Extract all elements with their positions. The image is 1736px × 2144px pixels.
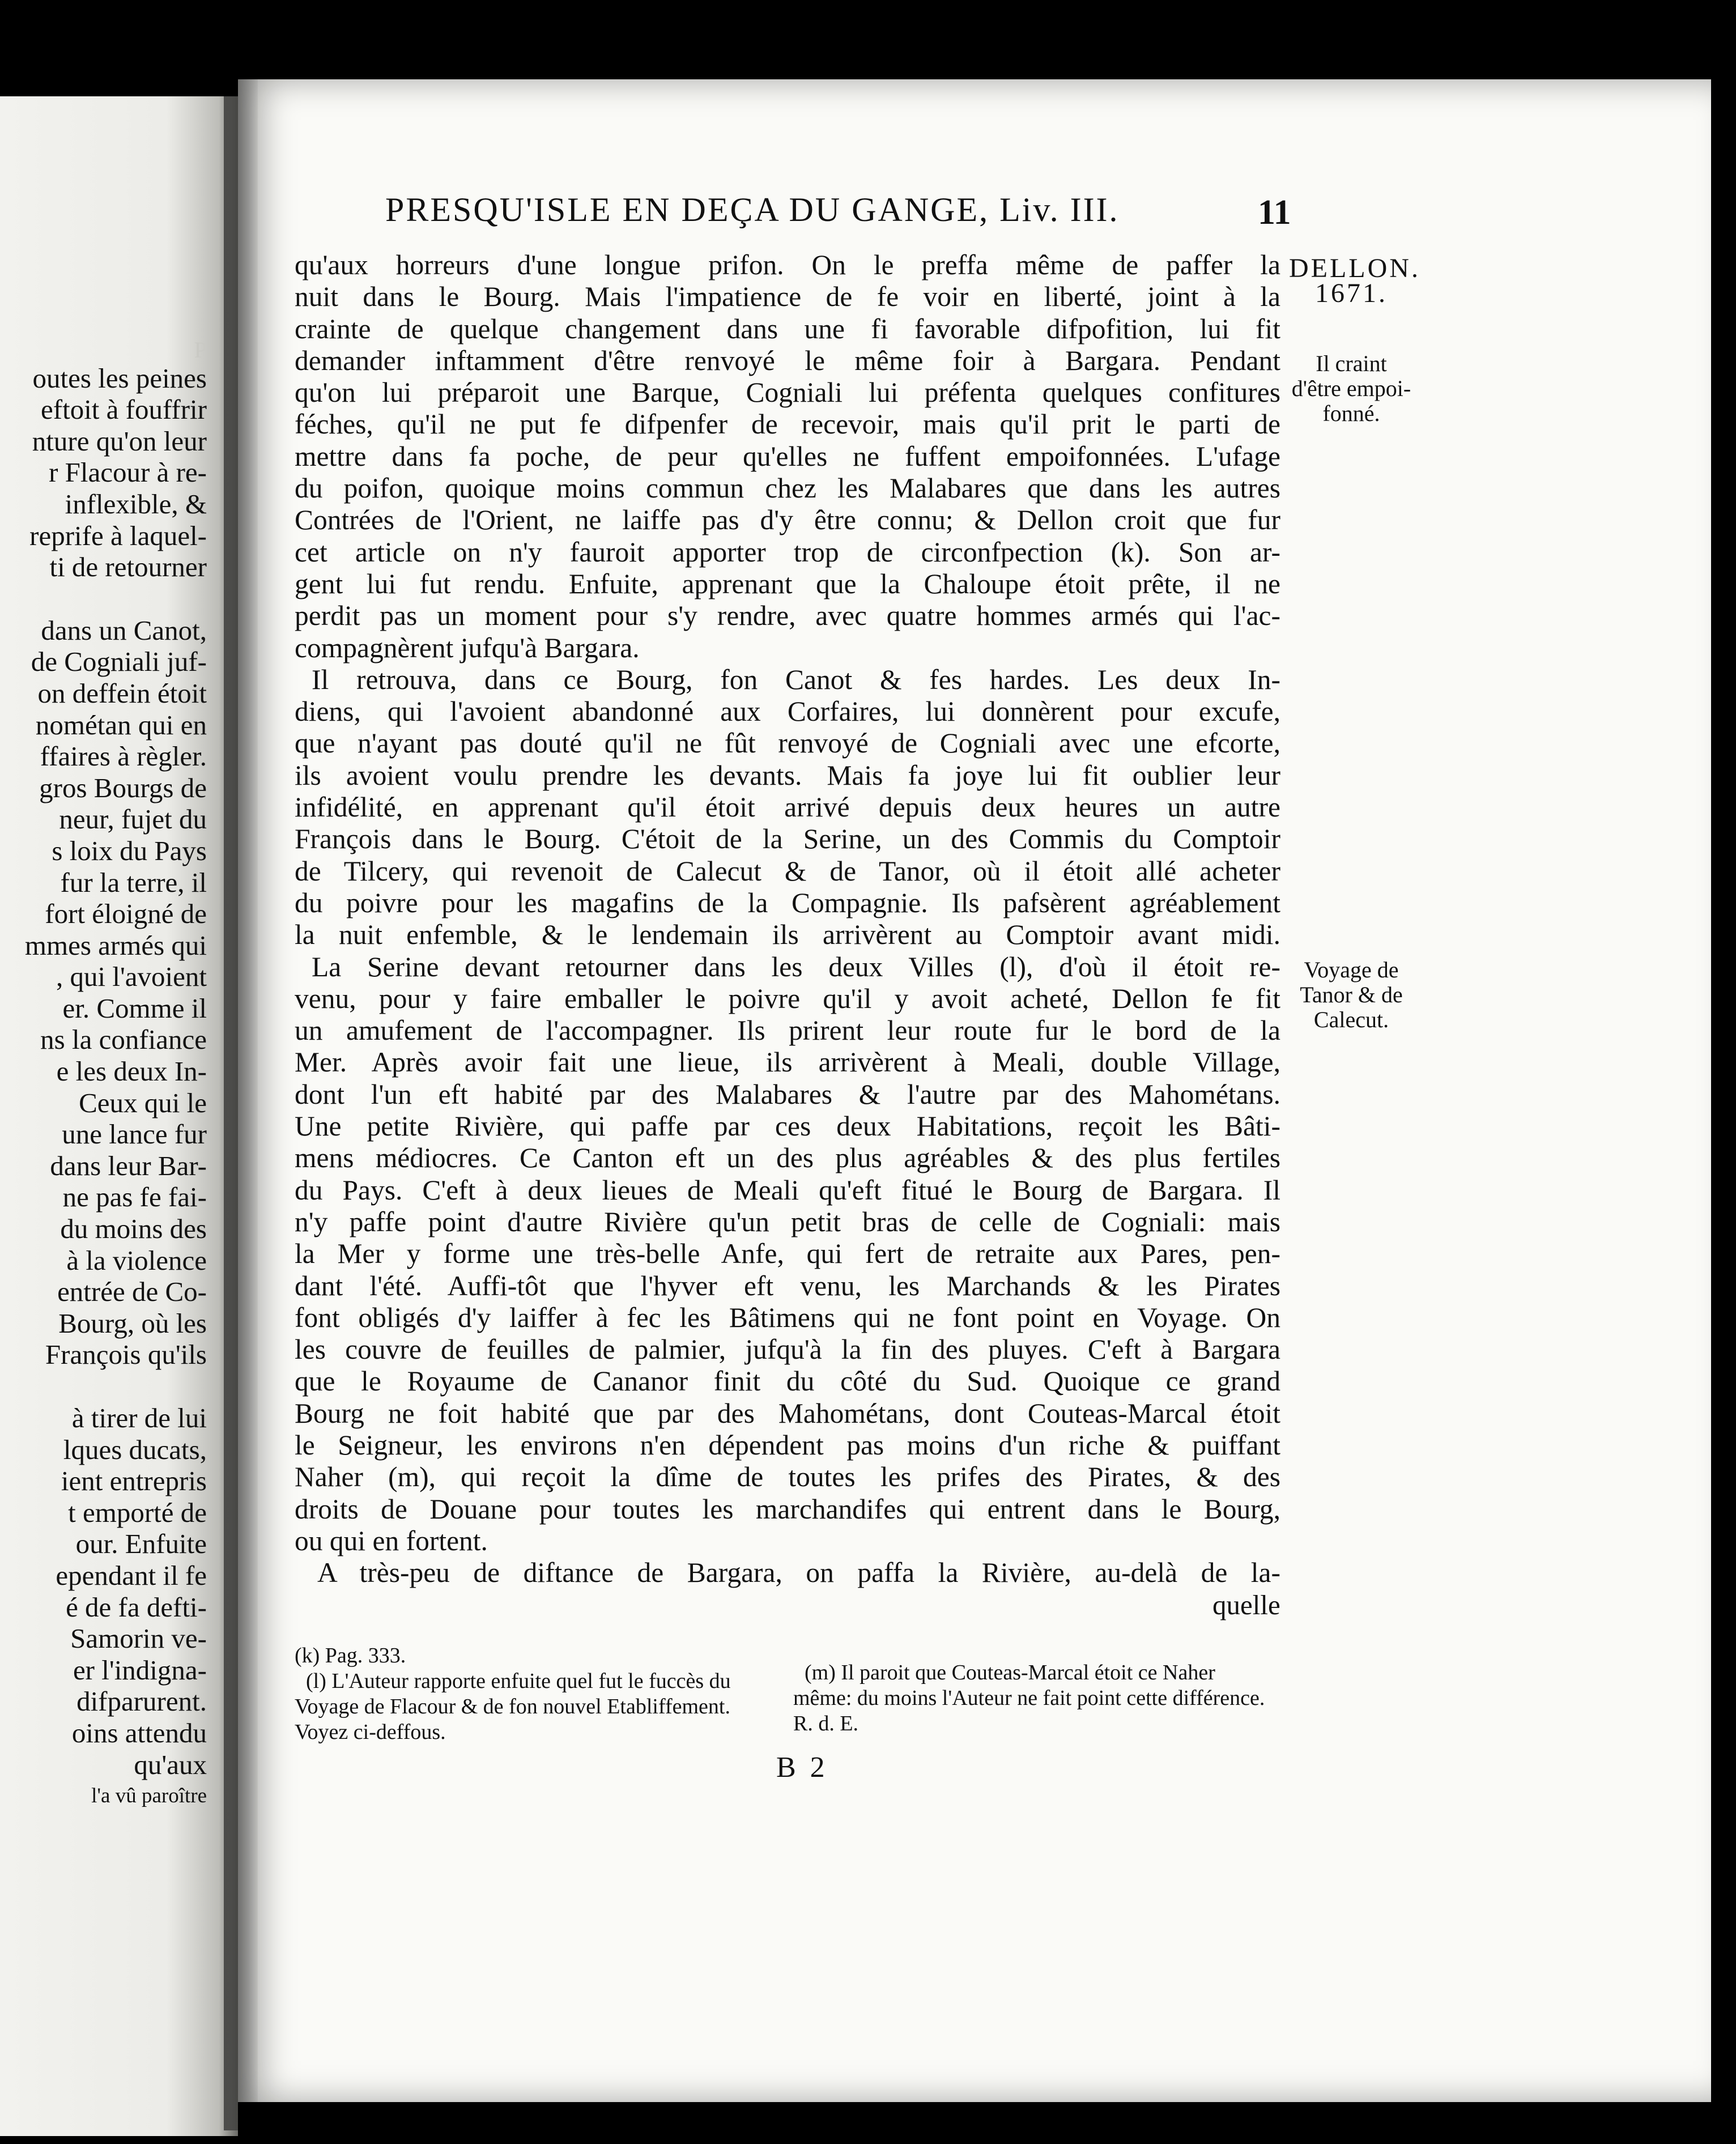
left-text-line: à la violence — [66, 1244, 207, 1276]
left-text-line: une lance fur — [62, 1118, 207, 1150]
text-line: féches, qu'il ne put fe difpenfer de recevoir, mais qu'il prit le parti de — [295, 409, 1280, 440]
text-line: n'y paffe point d'autre Rivière qu'un petit bras de celle de Cogniali: mais — [295, 1206, 1280, 1237]
left-text-line: dans un Canot, — [41, 614, 207, 646]
text-line: dant l'été. Auffi-tôt que l'hyver eft venu, les Marchands & les Pirates — [295, 1270, 1280, 1301]
left-text-line: ti de retourner — [49, 551, 207, 583]
left-text-line: er. Comme il — [62, 992, 207, 1024]
left-text-line: inflexible, & — [65, 488, 207, 520]
text-line: mens médiocres. Ce Canton eft un des plus agréables & des plus fertiles — [295, 1142, 1280, 1174]
text-line: ou qui en fortent. — [295, 1525, 488, 1556]
page-number: 11 — [1258, 193, 1291, 232]
left-text-line: é de fa defti- — [66, 1591, 207, 1623]
text-line: infidélité, en apprenant qu'il étoit arrivé depuis deux heures un autre — [295, 792, 1280, 823]
text-line: les couvre de feuilles de palmier, jufqu'à la fin des pluyes. C'eft à Bargara — [295, 1334, 1280, 1365]
left-text-line: outes les peines — [32, 362, 207, 394]
margin-author-year — [1289, 253, 1420, 308]
left-text-line: r Flacour à re- — [49, 457, 207, 488]
left-text-line: ependant il fe — [56, 1559, 207, 1591]
left-text-line: s loix du Pays — [52, 835, 207, 866]
left-text-line: de Cogniali juf- — [31, 646, 207, 678]
text-line: cet article on n'y fauroit apporter trop de circonfpection (k). Son ar- — [295, 536, 1280, 568]
text-line: Contrées de l'Orient, ne laiffe pas d'y être connu; & Dellon croit que fur — [295, 504, 1280, 536]
catchword: quelle — [1212, 1589, 1280, 1620]
left-text-line: e les deux In- — [56, 1056, 207, 1087]
left-text-line: nture qu'on leur — [32, 425, 207, 457]
margin-note-line: Tanor & de — [1300, 982, 1403, 1007]
text-line: du Pays. C'eft à deux lieues de Meali qu'eft fitué le Bourg de Bargara. Il — [295, 1174, 1280, 1206]
left-text-line: François qu'ils — [45, 1339, 207, 1371]
signature-mark: B 2 — [776, 1751, 828, 1784]
line-gap — [0, 1371, 207, 1402]
left-page — [0, 96, 238, 2136]
left-text-line: Ceux qui le — [79, 1087, 207, 1118]
margin-note-voyage — [1289, 958, 1414, 1032]
left-text-line: du moins des — [60, 1213, 207, 1245]
text-line: demander inftamment d'être renvoyé le même foir à Bargara. Pendant — [295, 344, 1280, 376]
text-line: venu, pour y faire emballer le poivre qu'il y avoit acheté, Dellon fe fit — [295, 982, 1280, 1014]
book-gutter — [224, 79, 258, 2130]
margin-note-line: Voyage de — [1304, 957, 1399, 982]
text-line: la Mer y forme une très-belle Anfe, qui fert de retraite aux Pares, pen- — [295, 1238, 1280, 1270]
left-text-line: , qui l'avoient — [56, 961, 207, 993]
text-line: qu'aux horreurs d'une longue prifon. On le preffa même de paffer la — [295, 249, 1280, 280]
margin-note-line: Il craint — [1316, 351, 1387, 376]
footnote-l: (l) L'Auteur rapporte enfuite quel fut le fuccès du Voyage de Flacour & de fon nouvel Etabliffement. Voyez ci-deffous. — [295, 1669, 731, 1744]
left-text-line: fur la terre, il — [60, 866, 207, 898]
left-text-line: ffaires à règler. — [40, 741, 207, 772]
text-line: nuit dans le Bourg. Mais l'impatience de fe voir en liberté, joint à la — [295, 281, 1280, 313]
text-line: un amufement de l'accompagner. Ils prirent leur route fur le bord de la — [295, 1015, 1280, 1047]
left-text-line: à tirer de lui — [71, 1402, 207, 1433]
left-text-line: difparurent. — [76, 1686, 207, 1717]
text-line: que le Royaume de Cananor finit du côté du Sud. Quoique ce grand — [295, 1365, 1280, 1397]
text-line: compagnèrent jufqu'à Bargara. — [295, 632, 640, 663]
margin-note-line: fonné. — [1322, 401, 1380, 426]
left-text-line: ne pas fe fai- — [62, 1181, 207, 1213]
text-line: droits de Douane pour toutes les marchandifes qui entrent dans le Bourg, — [295, 1493, 1280, 1525]
text-line: de Tilcery, qui revenoit de Calecut & de Tanor, où il étoit allé acheter — [295, 855, 1280, 887]
left-text-line: er l'indigna- — [73, 1654, 207, 1686]
left-text-line: P — [194, 337, 207, 363]
left-text-line: mmes armés qui — [24, 929, 207, 961]
left-text-line: l'a vû paroître — [91, 1784, 207, 1808]
left-text-line: eftoit à fouffrir — [41, 394, 207, 426]
footnotes-right-column — [793, 1660, 1275, 1737]
text-line: du poivre pour les magafins de la Compagnie. Ils pafsèrent agréablement — [295, 887, 1280, 918]
left-text-line: lques ducats, — [63, 1433, 207, 1465]
margin-note-line: Calecut. — [1313, 1007, 1389, 1032]
footnote-k: (k) Pag. 333. — [295, 1644, 406, 1667]
text-line: La Serine devant retourner dans les deux Villes (l), d'où il étoit re- — [312, 951, 1280, 982]
text-line: Naher (m), qui reçoit la dîme de toutes les prifes des Pirates, & des — [295, 1461, 1280, 1493]
line-gap — [0, 583, 207, 615]
text-line: crainte de quelque changement dans une fi favorable difpofition, lui fit — [295, 313, 1280, 344]
left-text-line: our. Enfuite — [75, 1528, 207, 1560]
left-text-line: Bourg, où les — [58, 1307, 207, 1339]
left-text-line: ient entrepris — [61, 1465, 207, 1497]
text-line: perdit pas un moment pour s'y rendre, avec quatre hommes armés qui l'ac- — [295, 600, 1280, 632]
left-text-line: nométan qui en — [35, 709, 207, 741]
text-line: François dans le Bourg. C'étoit de la Serine, un des Commis du Comptoir — [295, 823, 1280, 855]
left-text-line: qu'aux — [134, 1749, 207, 1780]
left-text-line: reprife à laquel- — [29, 520, 207, 551]
text-line: gent lui fut rendu. Enfuite, apprenant que la Chaloupe étoit prête, il ne — [295, 568, 1280, 599]
text-line: Une petite Rivière, qui paffe par ces deux Habitations, reçoit les Bâti- — [295, 1111, 1280, 1142]
margin-author: DELLON. — [1289, 253, 1420, 283]
left-text-line: gros Bourgs de — [39, 772, 207, 803]
text-line: Il retrouva, dans ce Bourg, fon Canot & fes hardes. Les deux In- — [312, 663, 1280, 695]
text-line: qu'on lui préparoit une Barque, Cogniali lui préfenta quelques confitures — [295, 377, 1280, 409]
text-line: que n'ayant pas douté qu'il ne fût renvoyé de Cogniali avec une efcorte, — [295, 728, 1280, 759]
running-header: PRESQU'ISLE EN DEÇA DU GANGE, Liv. III. — [385, 191, 1120, 228]
text-line: Bourg ne foit habité que par des Mahométans, dont Couteas-Marcal étoit — [295, 1397, 1280, 1429]
left-text-line: oins attendu — [71, 1717, 207, 1749]
left-text-line: fort éloigné de — [45, 898, 207, 930]
margin-note-line: d'être empoi- — [1291, 376, 1411, 401]
text-line: diens, qui l'avoient abandonné aux Corfaires, lui donnèrent pour excufe, — [295, 696, 1280, 728]
text-line: du poifon, quoique moins commun chez les Malabares que dans les autres — [295, 473, 1280, 504]
left-text-line: ns la confiance — [40, 1024, 207, 1056]
text-line: le Seigneur, les environs n'en dépendent pas moins d'un riche & puiffant — [295, 1429, 1280, 1461]
text-line: dont l'un eft habité par des Malabares & l'autre par des Mahométans. — [295, 1078, 1280, 1110]
main-text-block — [295, 249, 1280, 1589]
footnote-m: (m) Il paroit que Couteas-Marcal étoit ce Naher même: du moins l'Auteur ne fait point cette différence. R. d. E. — [793, 1661, 1265, 1735]
margin-note-poison — [1289, 351, 1414, 426]
left-text-line: Samorin ve- — [70, 1623, 207, 1654]
text-line: Mer. Après avoir fait une lieue, ils arrivèrent à Meali, double Village, — [295, 1047, 1280, 1078]
left-text-line: dans leur Bar- — [50, 1150, 207, 1181]
margin-year: 1671. — [1315, 278, 1388, 308]
text-line: A très-peu de diftance de Bargara, on paffa la Rivière, au-delà de la- — [317, 1557, 1280, 1589]
left-page-text — [0, 334, 207, 1812]
footnotes-left-column — [295, 1643, 759, 1745]
left-text-line: neur, fujet du — [59, 803, 207, 835]
text-line: font obligés d'y laiffer à fec les Bâtimens qui ne font point en Voyage. On — [295, 1301, 1280, 1333]
text-line: ils avoient voulu prendre les devants. Mais fa joye lui fit oublier leur — [295, 759, 1280, 791]
left-text-line: t emporté de — [68, 1496, 207, 1528]
text-line: mettre dans fa poche, de peur qu'elles ne fuffent empoifonnées. L'ufage — [295, 440, 1280, 472]
left-text-line: on deffein étoit — [37, 677, 207, 709]
text-line: la nuit enfemble, & le lendemain ils arrivèrent au Comptoir avant midi. — [295, 919, 1280, 951]
left-text-line: entrée de Co- — [57, 1276, 207, 1308]
